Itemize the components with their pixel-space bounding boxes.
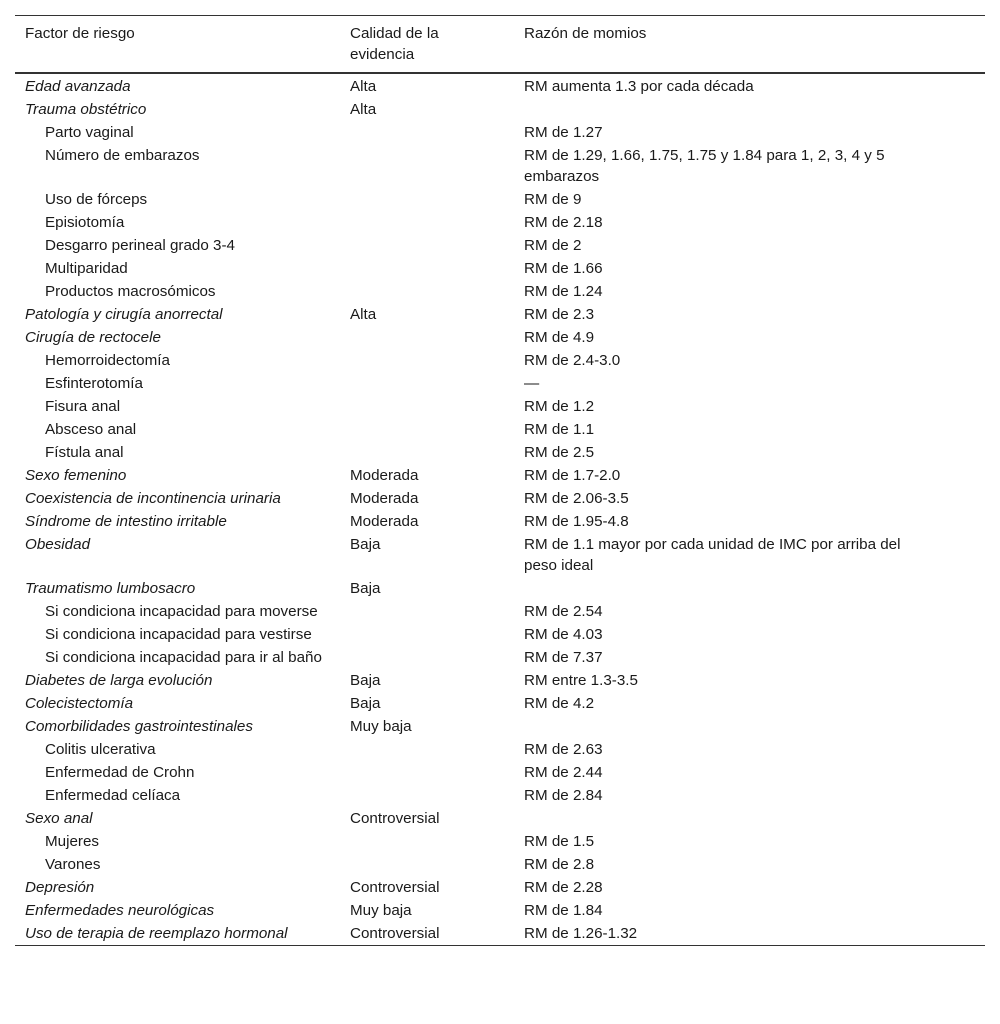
cell-quality: Controversial	[350, 879, 440, 896]
cell-factor: Uso de fórceps	[45, 191, 148, 208]
table-row	[15, 144, 985, 188]
cell-quality	[340, 784, 514, 807]
cell-factor: Sexo anal	[25, 810, 93, 827]
cell-quality	[340, 349, 514, 372]
table-row	[15, 441, 985, 464]
table-row	[15, 418, 985, 441]
cell-ratio: RM de 2	[524, 237, 582, 254]
table-row	[15, 646, 985, 669]
cell-ratio: RM de 4.9	[524, 329, 595, 346]
cell-quality	[340, 441, 514, 464]
cell-ratio: RM de 1.5	[524, 833, 595, 850]
table-row	[15, 326, 985, 349]
table-row	[15, 234, 985, 257]
table-row	[15, 257, 985, 280]
cell-quality	[340, 600, 514, 623]
cell-ratio: RM de 2.54	[524, 603, 603, 620]
cell-quality: Baja	[350, 695, 381, 712]
cell-ratio: RM de 1.1 mayor por cada unidad de IMC por arriba del peso ideal	[524, 536, 901, 574]
cell-factor: Traumatismo lumbosacro	[25, 580, 196, 597]
header-quality: Calidad de la evidencia	[350, 25, 439, 63]
cell-factor: Esfinterotomía	[45, 375, 143, 392]
table-row	[15, 73, 985, 98]
table-row	[15, 121, 985, 144]
table-row	[15, 510, 985, 533]
table-row	[15, 600, 985, 623]
cell-ratio: RM de 2.18	[524, 214, 603, 231]
cell-quality: Alta	[350, 306, 377, 323]
table-row	[15, 623, 985, 646]
cell-ratio: RM de 9	[524, 191, 582, 208]
risk-factor-table-container	[15, 15, 985, 946]
cell-factor: Coexistencia de incontinencia urinaria	[25, 490, 281, 507]
cell-ratio: RM de 4.2	[524, 695, 595, 712]
cell-quality: Alta	[350, 101, 377, 118]
cell-factor: Colecistectomía	[25, 695, 134, 712]
cell-ratio: RM de 2.3	[524, 306, 595, 323]
cell-factor: Varones	[45, 856, 101, 873]
cell-ratio: RM de 2.06-3.5	[524, 490, 629, 507]
cell-ratio: RM de 1.2	[524, 398, 595, 415]
table-row	[15, 807, 985, 830]
table-row	[15, 669, 985, 692]
cell-ratio: RM de 7.37	[524, 649, 603, 666]
cell-factor: Comorbilidades gastrointestinales	[25, 718, 253, 735]
table-row	[15, 372, 985, 395]
table-row	[15, 533, 985, 577]
cell-quality: Controversial	[350, 925, 440, 942]
cell-quality	[340, 372, 514, 395]
cell-factor: Patología y cirugía anorrectal	[25, 306, 223, 323]
cell-factor: Mujeres	[45, 833, 100, 850]
cell-ratio: RM de 1.84	[524, 902, 603, 919]
cell-factor: Si condiciona incapacidad para moverse	[45, 603, 318, 620]
cell-quality	[340, 853, 514, 876]
cell-factor: Fisura anal	[45, 398, 121, 415]
cell-quality: Moderada	[350, 467, 419, 484]
cell-quality	[340, 830, 514, 853]
cell-factor: Parto vaginal	[45, 124, 134, 141]
table-row	[15, 211, 985, 234]
cell-ratio: —	[524, 375, 540, 392]
cell-ratio	[514, 807, 985, 830]
cell-ratio: RM de 1.29, 1.66, 1.75, 1.75 y 1.84 para 1, 2, 3, 4 y 5 embarazos	[524, 147, 885, 185]
cell-factor: Productos macrosómicos	[45, 283, 216, 300]
table-row	[15, 784, 985, 807]
cell-factor: Uso de terapia de reemplazo hormonal	[25, 925, 288, 942]
cell-factor: Episiotomía	[45, 214, 125, 231]
cell-factor: Síndrome de intestino irritable	[25, 513, 227, 530]
cell-factor: Desgarro perineal grado 3-4	[45, 237, 235, 254]
table-row	[15, 464, 985, 487]
table-row	[15, 853, 985, 876]
cell-quality	[340, 257, 514, 280]
cell-ratio: RM de 1.7-2.0	[524, 467, 621, 484]
cell-quality	[340, 761, 514, 784]
table-row	[15, 876, 985, 899]
cell-quality	[340, 121, 514, 144]
cell-ratio: RM de 2.44	[524, 764, 603, 781]
cell-factor: Diabetes de larga evolución	[25, 672, 213, 689]
cell-quality	[340, 395, 514, 418]
cell-factor: Si condiciona incapacidad para ir al baño	[45, 649, 322, 666]
cell-factor: Obesidad	[25, 536, 91, 553]
cell-ratio: RM de 1.24	[524, 283, 603, 300]
header-factor: Factor de riesgo	[25, 25, 135, 42]
risk-factor-table	[15, 15, 985, 946]
table-row	[15, 761, 985, 784]
cell-factor: Cirugía de rectocele	[25, 329, 161, 346]
cell-factor: Depresión	[25, 879, 95, 896]
cell-factor: Enfermedad celíaca	[45, 787, 181, 804]
cell-ratio: RM de 1.27	[524, 124, 603, 141]
cell-quality	[340, 738, 514, 761]
cell-ratio: RM de 2.8	[524, 856, 595, 873]
table-body	[15, 73, 985, 946]
cell-quality: Controversial	[350, 810, 440, 827]
cell-quality: Muy baja	[350, 902, 412, 919]
cell-factor: Número de embarazos	[45, 147, 200, 164]
table-row	[15, 899, 985, 922]
cell-ratio: RM de 2.4-3.0	[524, 352, 621, 369]
cell-quality	[340, 326, 514, 349]
cell-quality: Baja	[350, 672, 381, 689]
cell-quality: Baja	[350, 580, 381, 597]
table-row	[15, 738, 985, 761]
cell-factor: Enfermedades neurológicas	[25, 902, 215, 919]
header-ratio: Razón de momios	[524, 25, 647, 42]
cell-factor: Edad avanzada	[25, 78, 131, 95]
table-row	[15, 188, 985, 211]
cell-quality	[340, 418, 514, 441]
table-row	[15, 349, 985, 372]
cell-factor: Fístula anal	[45, 444, 124, 461]
cell-quality: Moderada	[350, 490, 419, 507]
table-row	[15, 303, 985, 326]
cell-ratio: RM de 1.66	[524, 260, 603, 277]
cell-factor: Trauma obstétrico	[25, 101, 147, 118]
cell-factor: Enfermedad de Crohn	[45, 764, 195, 781]
cell-ratio	[514, 98, 985, 121]
table-row	[15, 715, 985, 738]
table-row	[15, 577, 985, 600]
cell-ratio: RM de 4.03	[524, 626, 603, 643]
cell-factor: Multiparidad	[45, 260, 128, 277]
cell-ratio: RM de 1.1	[524, 421, 595, 438]
cell-quality	[340, 234, 514, 257]
cell-ratio: RM de 2.28	[524, 879, 603, 896]
cell-ratio: RM de 1.26-1.32	[524, 925, 638, 942]
cell-quality: Baja	[350, 536, 381, 553]
cell-factor: Sexo femenino	[25, 467, 127, 484]
table-row	[15, 280, 985, 303]
cell-ratio: RM aumenta 1.3 por cada década	[524, 78, 754, 95]
cell-quality: Muy baja	[350, 718, 412, 735]
cell-quality	[340, 646, 514, 669]
header-row	[15, 16, 985, 74]
cell-ratio	[514, 577, 985, 600]
cell-ratio: RM de 2.84	[524, 787, 603, 804]
table-header	[15, 16, 985, 74]
table-row	[15, 692, 985, 715]
cell-ratio	[514, 715, 985, 738]
table-row	[15, 487, 985, 510]
cell-quality	[340, 211, 514, 234]
cell-factor: Absceso anal	[45, 421, 137, 438]
cell-quality: Moderada	[350, 513, 419, 530]
cell-quality	[340, 280, 514, 303]
cell-factor: Colitis ulcerativa	[45, 741, 156, 758]
table-row	[15, 395, 985, 418]
cell-factor: Si condiciona incapacidad para vestirse	[45, 626, 312, 643]
cell-quality	[340, 144, 514, 188]
table-row	[15, 922, 985, 946]
table-row	[15, 830, 985, 853]
cell-ratio: RM de 1.95-4.8	[524, 513, 629, 530]
cell-quality: Alta	[350, 78, 377, 95]
cell-quality	[340, 188, 514, 211]
cell-ratio: RM de 2.63	[524, 741, 603, 758]
cell-ratio: RM de 2.5	[524, 444, 595, 461]
cell-factor: Hemorroidectomía	[45, 352, 170, 369]
table-row	[15, 98, 985, 121]
cell-quality	[340, 623, 514, 646]
cell-ratio: RM entre 1.3-3.5	[524, 672, 638, 689]
